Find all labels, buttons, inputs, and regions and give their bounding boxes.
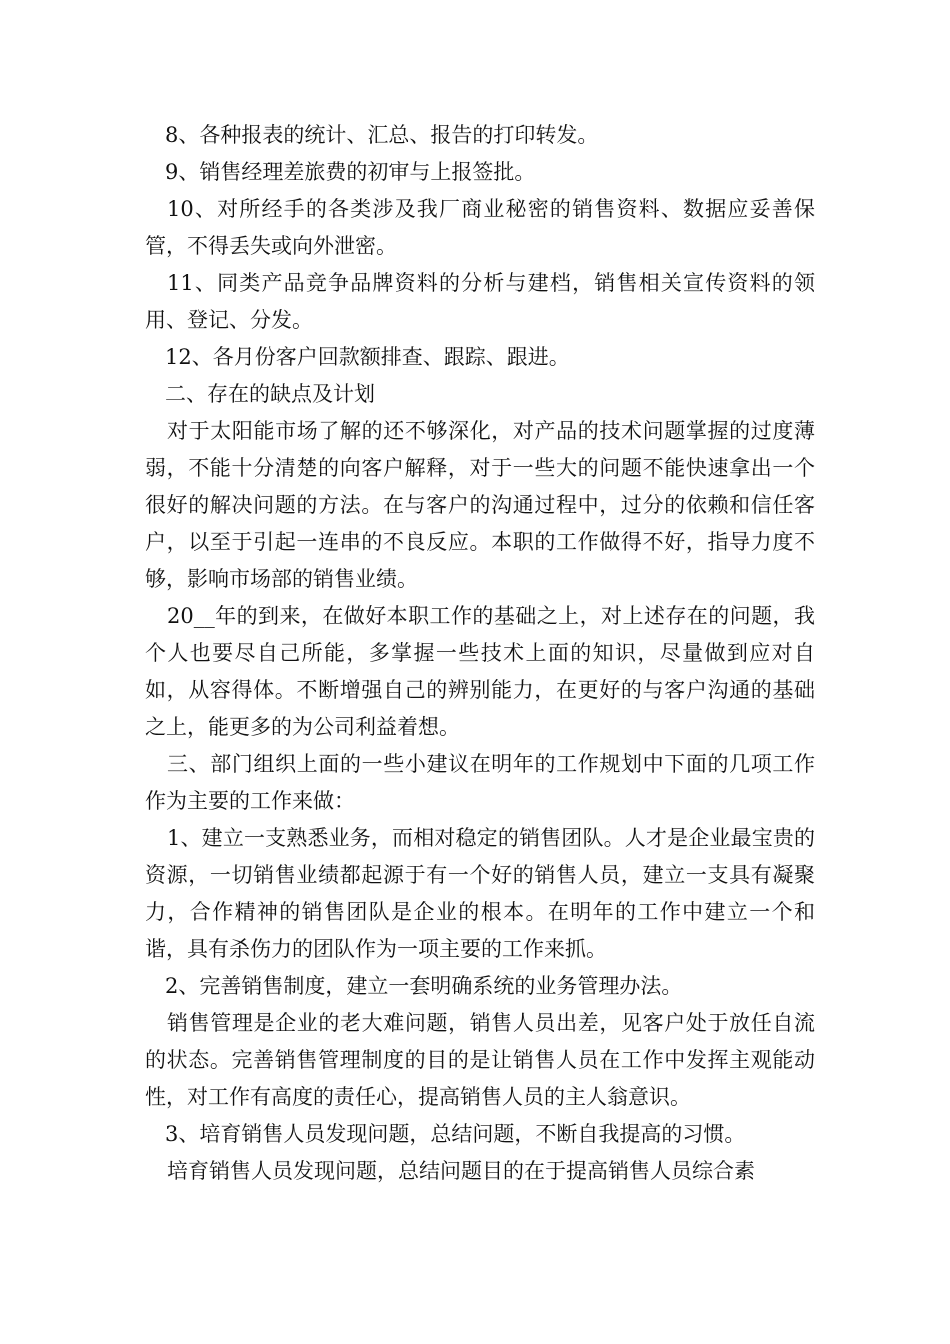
section-heading-2: 二、存在的缺点及计划 (165, 382, 375, 406)
paragraph-item-8: 8、各种报表的统计、汇总、报告的打印转发。 (165, 123, 599, 147)
paragraph-item-11: 11、同类产品竞争品牌资料的分析与建档，销售相关宣传资料的领用、登记、分发。 (145, 271, 815, 332)
paragraph-shortcomings: 对于太阳能市场了解的还不够深化，对产品的技术问题掌握的过度薄弱，不能十分清楚的向客户解释，对于一些大的问题不能快速拿出一个很好的解决问题的方法。在与客户的沟通过程中，过分的依赖和信任客户，以至于引起一连串的不良反应。本职的工作做得不好，指导力度不够，影响市场部的销售业绩。 (145, 419, 815, 591)
suggestion-item-2: 2、完善销售制度，建立一套明确系统的业务管理办法。 (165, 974, 683, 998)
suggestion-item-3: 3、培育销售人员发现问题，总结问题，不断自我提高的习惯。 (165, 1122, 746, 1146)
suggestion-item-1: 1、建立一支熟悉业务，而相对稳定的销售团队。人才是企业最宝贵的资源，一切销售业绩都起源于有一个好的销售人员，建立一支具有凝聚力，合作精神的销售团队是企业的根本。在明年的工作中建立一个和谐，具有杀伤力的团队作为一项主要的工作来抓。 (145, 826, 815, 961)
section-heading-3: 三、部门组织上面的一些小建议在明年的工作规划中下面的几项工作作为主要的工作来做： (145, 752, 815, 813)
paragraph-sales-management: 销售管理是企业的老大难问题，销售人员出差，见客户处于放任自流的状态。完善销售管理制度的目的是让销售人员在工作中发挥主观能动性，对工作有高度的责任心，提高销售人员的主人翁意识。 (145, 1011, 815, 1109)
document-body (145, 117, 815, 1190)
paragraph-item-9: 9、销售经理差旅费的初审与上报签批。 (165, 160, 536, 184)
paragraph-training: 培育销售人员发现问题，总结问题目的在于提高销售人员综合素 (167, 1159, 755, 1183)
paragraph-item-12: 12、各月份客户回款额排查、跟踪、跟进。 (165, 345, 570, 369)
paragraph-plan: 20__年的到来，在做好本职工作的基础之上，对上述存在的问题，我个人也要尽自己所能，多掌握一些技术上面的知识，尽量做到应对自如，从容得体。不断增强自己的辨别能力，在更好的与客户沟通的基础之上，能更多的为公司利益着想。 (145, 604, 815, 739)
paragraph-item-10: 10、对所经手的各类涉及我厂商业秘密的销售资料、数据应妥善保管，不得丢失或向外泄密。 (145, 197, 815, 258)
